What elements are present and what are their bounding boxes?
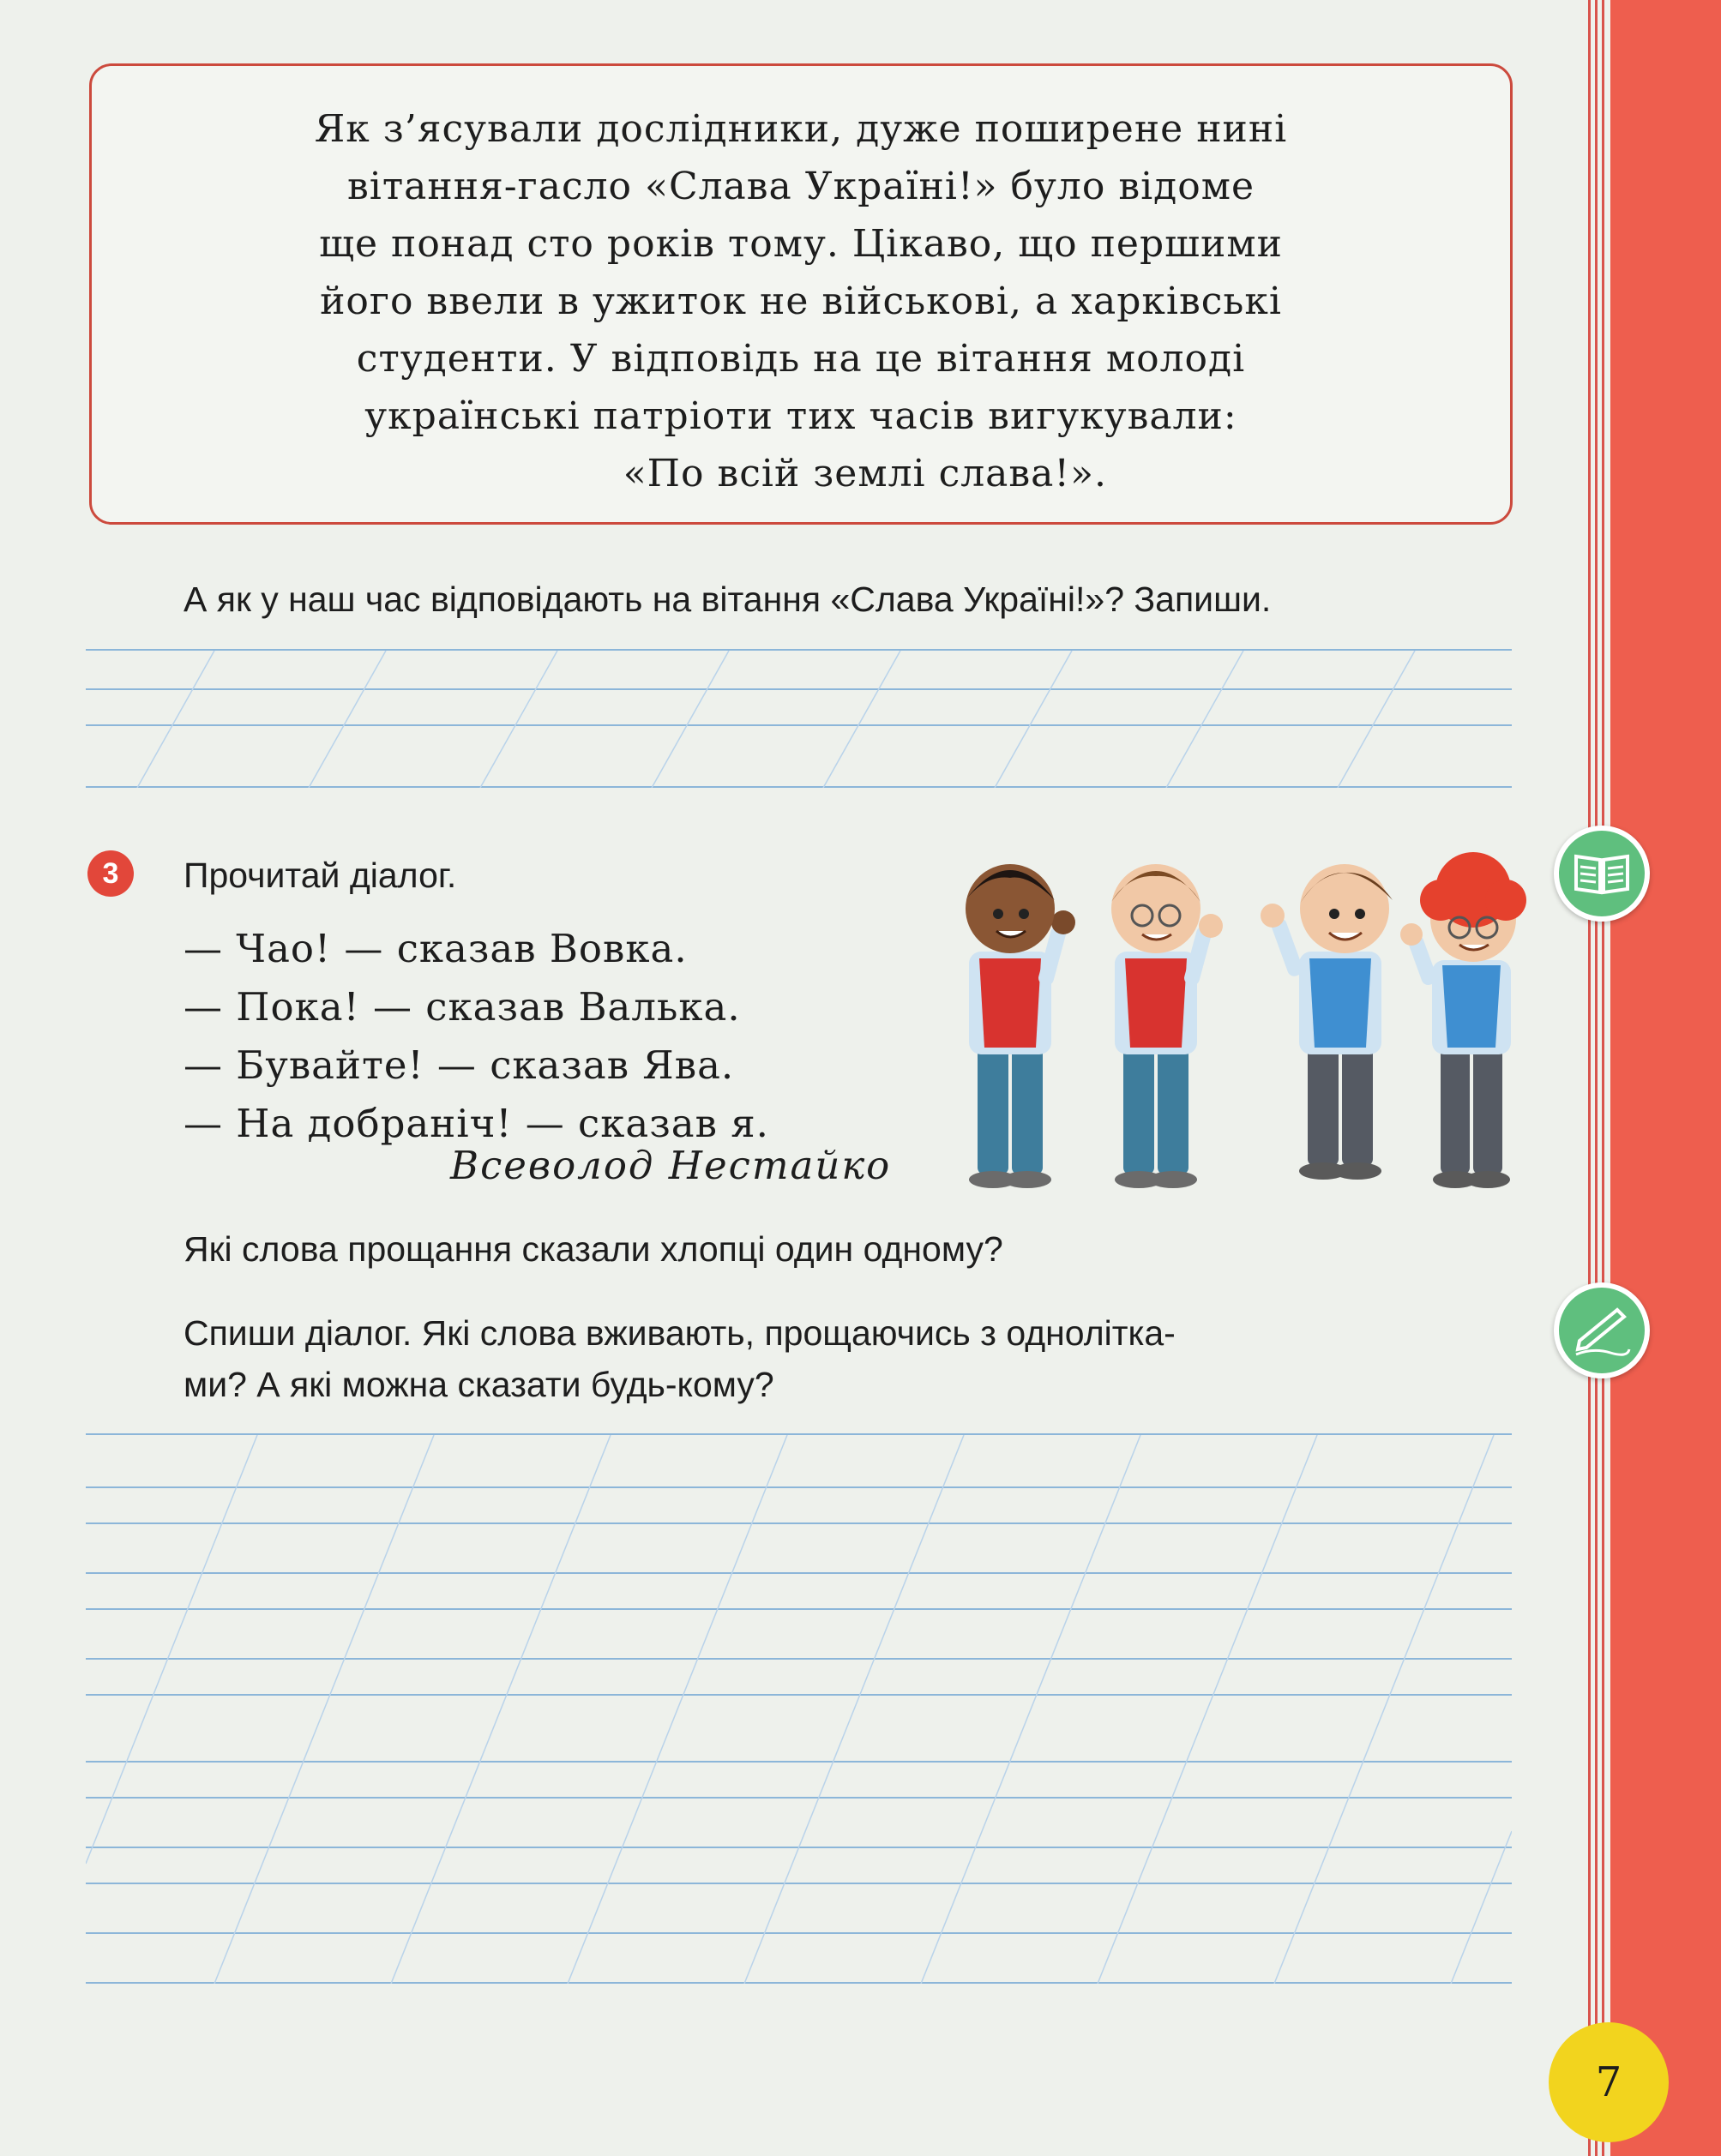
task-instruction: Прочитай діалог.	[184, 856, 457, 895]
info-line: студенти. У відповідь на це вітання молоді	[356, 337, 1246, 381]
right-red-strip	[1610, 0, 1721, 2156]
dialog-line: — Пока! — сказав Валька.	[184, 984, 741, 1030]
question-greeting-response: А як у наш час відповідають на вітання «Слава Україні!»? Запиши.	[184, 580, 1272, 619]
assignment-line: ми? А які можна сказати будь-кому?	[184, 1365, 774, 1404]
dialog-line: — Бувайте! — сказав Ява.	[184, 1042, 735, 1088]
info-line: його ввели в ужиток не військові, а харківські	[320, 279, 1282, 323]
info-line: українські патріоти тих часів вигукували:	[364, 394, 1237, 438]
assignment-line: Спиши діалог. Які слова вживають, прощаючись з однолітка-	[184, 1313, 1176, 1353]
dialog-line: — Чао! — сказав Вовка.	[184, 926, 688, 971]
task-number-badge: 3	[87, 850, 134, 897]
pencil-write-icon[interactable]	[1554, 1282, 1650, 1378]
boy-figure	[1111, 864, 1223, 1188]
info-box	[89, 63, 1513, 525]
writing-area-1[interactable]	[86, 649, 1512, 788]
book-icon[interactable]	[1554, 826, 1650, 922]
info-line: «По всій землі слава!».	[623, 452, 1107, 495]
info-line: Як з’ясували дослідники, дуже поширене нині	[314, 107, 1288, 151]
boy-figure	[966, 864, 1075, 1188]
dialog-line: — На добраніч! — сказав я.	[184, 1101, 769, 1146]
boy-figure	[1400, 852, 1526, 1188]
page-number: 7	[1549, 2022, 1669, 2142]
info-line: ще понад сто років тому. Цікаво, що першими	[319, 222, 1283, 266]
margin-red-lines	[1588, 0, 1605, 2156]
writing-slant-lines	[86, 651, 1512, 788]
writing-slant-lines	[86, 1435, 1512, 1984]
boy-figure	[1261, 864, 1393, 1180]
dialog-text	[184, 920, 769, 1153]
writing-area-2[interactable]	[86, 1433, 1512, 1984]
author-name: Всеволод Нестайко	[450, 1143, 892, 1188]
question-farewell-words: Які слова прощання сказали хлопці один одному?	[184, 1229, 1003, 1269]
info-line: вітання-гасло «Слава Україні!» було відоме	[346, 165, 1255, 208]
boys-illustration	[926, 849, 1561, 1200]
